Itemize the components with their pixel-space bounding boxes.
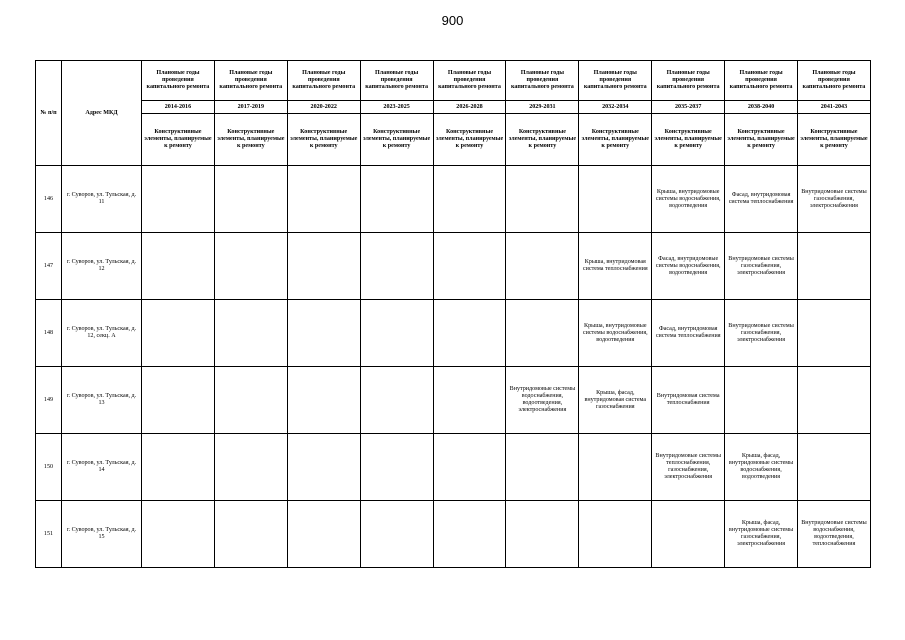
header-year-range: 2023-2025 xyxy=(360,101,433,114)
header-year-range: 2032-2034 xyxy=(579,101,652,114)
row-address: г. Суворов, ул. Тульская, д. 13 xyxy=(62,367,142,434)
table-row xyxy=(36,434,871,501)
row-cell xyxy=(214,166,287,233)
row-cell xyxy=(433,233,506,300)
header-elements: Конструктивные элементы, планируемые к ремонту xyxy=(433,114,506,166)
table-body xyxy=(36,166,871,568)
header-year-range: 2035-2037 xyxy=(652,101,725,114)
row-cell xyxy=(287,434,360,501)
header-elements: Конструктивные элементы, планируемые к ремонту xyxy=(652,114,725,166)
header-elements: Конструктивные элементы, планируемые к ремонту xyxy=(506,114,579,166)
row-address: г. Суворов, ул. Тульская, д. 12, секц. А xyxy=(62,300,142,367)
header-num: № п/п xyxy=(36,61,62,166)
row-number: 148 xyxy=(36,300,62,367)
row-cell xyxy=(214,233,287,300)
row-cell: Крыша, фасад, внутридомовые системы водоснабжения, водоотведения xyxy=(725,434,798,501)
row-cell xyxy=(798,434,871,501)
table-row xyxy=(36,166,871,233)
row-cell xyxy=(360,501,433,568)
header-plan-years: Плановые годы проведения капитального ремонта xyxy=(433,61,506,101)
header-plan-years: Плановые годы проведения капитального ремонта xyxy=(652,61,725,101)
row-cell xyxy=(433,501,506,568)
row-cell: Крыша, внутридомовая система теплоснабжения xyxy=(579,233,652,300)
row-cell xyxy=(433,166,506,233)
row-cell xyxy=(287,233,360,300)
row-cell xyxy=(433,367,506,434)
header-year-range: 2020-2022 xyxy=(287,101,360,114)
row-cell xyxy=(360,166,433,233)
row-cell: Внутридомовые системы водоснабжения, водоотведения, теплоснабжения xyxy=(798,501,871,568)
header-year-range: 2038-2040 xyxy=(725,101,798,114)
row-cell xyxy=(506,300,579,367)
row-address: г. Суворов, ул. Тульская, д. 15 xyxy=(62,501,142,568)
header-elements: Конструктивные элементы, планируемые к ремонту xyxy=(214,114,287,166)
row-cell: Фасад, внутридомовая система теплоснабжения xyxy=(725,166,798,233)
row-cell xyxy=(287,501,360,568)
table-row xyxy=(36,300,871,367)
header-plan-years: Плановые годы проведения капитального ремонта xyxy=(506,61,579,101)
row-cell xyxy=(214,367,287,434)
row-cell xyxy=(287,300,360,367)
header-plan-years: Плановые годы проведения капитального ремонта xyxy=(360,61,433,101)
row-cell xyxy=(579,501,652,568)
header-address: Адрес МКД xyxy=(62,61,142,166)
row-cell xyxy=(360,367,433,434)
row-cell: Внутридомовые системы водоснабжения, водоотведения, электроснабжения xyxy=(506,367,579,434)
row-cell xyxy=(506,233,579,300)
header-plan-years: Плановые годы проведения капитального ремонта xyxy=(798,61,871,101)
row-cell xyxy=(287,367,360,434)
row-cell: Внутридомовые системы газоснабжения, электроснабжения xyxy=(725,233,798,300)
row-number: 151 xyxy=(36,501,62,568)
header-elements: Конструктивные элементы, планируемые к ремонту xyxy=(287,114,360,166)
row-cell xyxy=(725,367,798,434)
row-cell xyxy=(579,166,652,233)
header-plan-years: Плановые годы проведения капитального ремонта xyxy=(142,61,215,101)
row-cell xyxy=(214,501,287,568)
table-row xyxy=(36,367,871,434)
header-elements: Конструктивные элементы, планируемые к ремонту xyxy=(142,114,215,166)
capital-repair-table xyxy=(35,60,871,568)
header-plan-years: Плановые годы проведения капитального ремонта xyxy=(725,61,798,101)
row-cell: Крыша, внутридомовые системы водоснабжения, водоотведения xyxy=(652,166,725,233)
row-cell: Внутридомовые системы теплоснабжения, газоснабжения, электроснабжения xyxy=(652,434,725,501)
header-plan-years: Плановые годы проведения капитального ремонта xyxy=(287,61,360,101)
header-row-years xyxy=(36,101,871,114)
row-cell xyxy=(142,233,215,300)
header-row-elements xyxy=(36,114,871,166)
row-cell xyxy=(142,501,215,568)
row-cell xyxy=(287,166,360,233)
row-cell xyxy=(433,434,506,501)
row-cell xyxy=(798,367,871,434)
row-cell: Фасад, внутридомовые системы водоснабжения, водоотведения xyxy=(652,233,725,300)
header-elements: Конструктивные элементы, планируемые к ремонту xyxy=(579,114,652,166)
row-cell xyxy=(360,300,433,367)
row-cell xyxy=(506,166,579,233)
table-header xyxy=(36,61,871,166)
row-address: г. Суворов, ул. Тульская, д. 12 xyxy=(62,233,142,300)
row-cell xyxy=(798,300,871,367)
row-address: г. Суворов, ул. Тульская, д. 11 xyxy=(62,166,142,233)
row-cell xyxy=(798,233,871,300)
row-cell: Внутридомовые системы газоснабжения, электроснабжения xyxy=(798,166,871,233)
row-cell: Крыша, фасад, внутридомовые системы газоснабжения, электроснабжения xyxy=(725,501,798,568)
row-cell: Фасад, внутридомовая система теплоснабжения xyxy=(652,300,725,367)
row-number: 146 xyxy=(36,166,62,233)
header-elements: Конструктивные элементы, планируемые к ремонту xyxy=(360,114,433,166)
header-year-range: 2026-2028 xyxy=(433,101,506,114)
row-cell xyxy=(142,300,215,367)
header-year-range: 2017-2019 xyxy=(214,101,287,114)
page-number: 900 xyxy=(441,13,464,28)
row-cell xyxy=(652,501,725,568)
row-cell xyxy=(360,434,433,501)
row-cell xyxy=(214,300,287,367)
row-number: 150 xyxy=(36,434,62,501)
row-cell: Внутридомовые системы газоснабжения, электроснабжения xyxy=(725,300,798,367)
header-plan-years: Плановые годы проведения капитального ремонта xyxy=(579,61,652,101)
header-year-range: 2029-2031 xyxy=(506,101,579,114)
row-cell xyxy=(142,434,215,501)
row-cell xyxy=(142,166,215,233)
row-cell xyxy=(360,233,433,300)
row-cell xyxy=(579,434,652,501)
table-row xyxy=(36,233,871,300)
header-year-range: 2041-2043 xyxy=(798,101,871,114)
row-cell: Внутридомовая система теплоснабжения xyxy=(652,367,725,434)
row-cell xyxy=(214,434,287,501)
header-elements: Конструктивные элементы, планируемые к ремонту xyxy=(725,114,798,166)
header-year-range: 2014-2016 xyxy=(142,101,215,114)
row-cell xyxy=(433,300,506,367)
row-cell xyxy=(142,367,215,434)
header-plan-years: Плановые годы проведения капитального ремонта xyxy=(214,61,287,101)
row-cell: Крыша, фасад, внутридомовая система газоснабжения xyxy=(579,367,652,434)
row-cell xyxy=(506,434,579,501)
header-elements: Конструктивные элементы, планируемые к ремонту xyxy=(798,114,871,166)
table-row xyxy=(36,501,871,568)
row-cell: Крыша, внутридомовые системы водоснабжения, водоотведения xyxy=(579,300,652,367)
row-number: 149 xyxy=(36,367,62,434)
row-number: 147 xyxy=(36,233,62,300)
row-address: г. Суворов, ул. Тульская, д. 14 xyxy=(62,434,142,501)
row-cell xyxy=(506,501,579,568)
header-row-plan xyxy=(36,61,871,101)
